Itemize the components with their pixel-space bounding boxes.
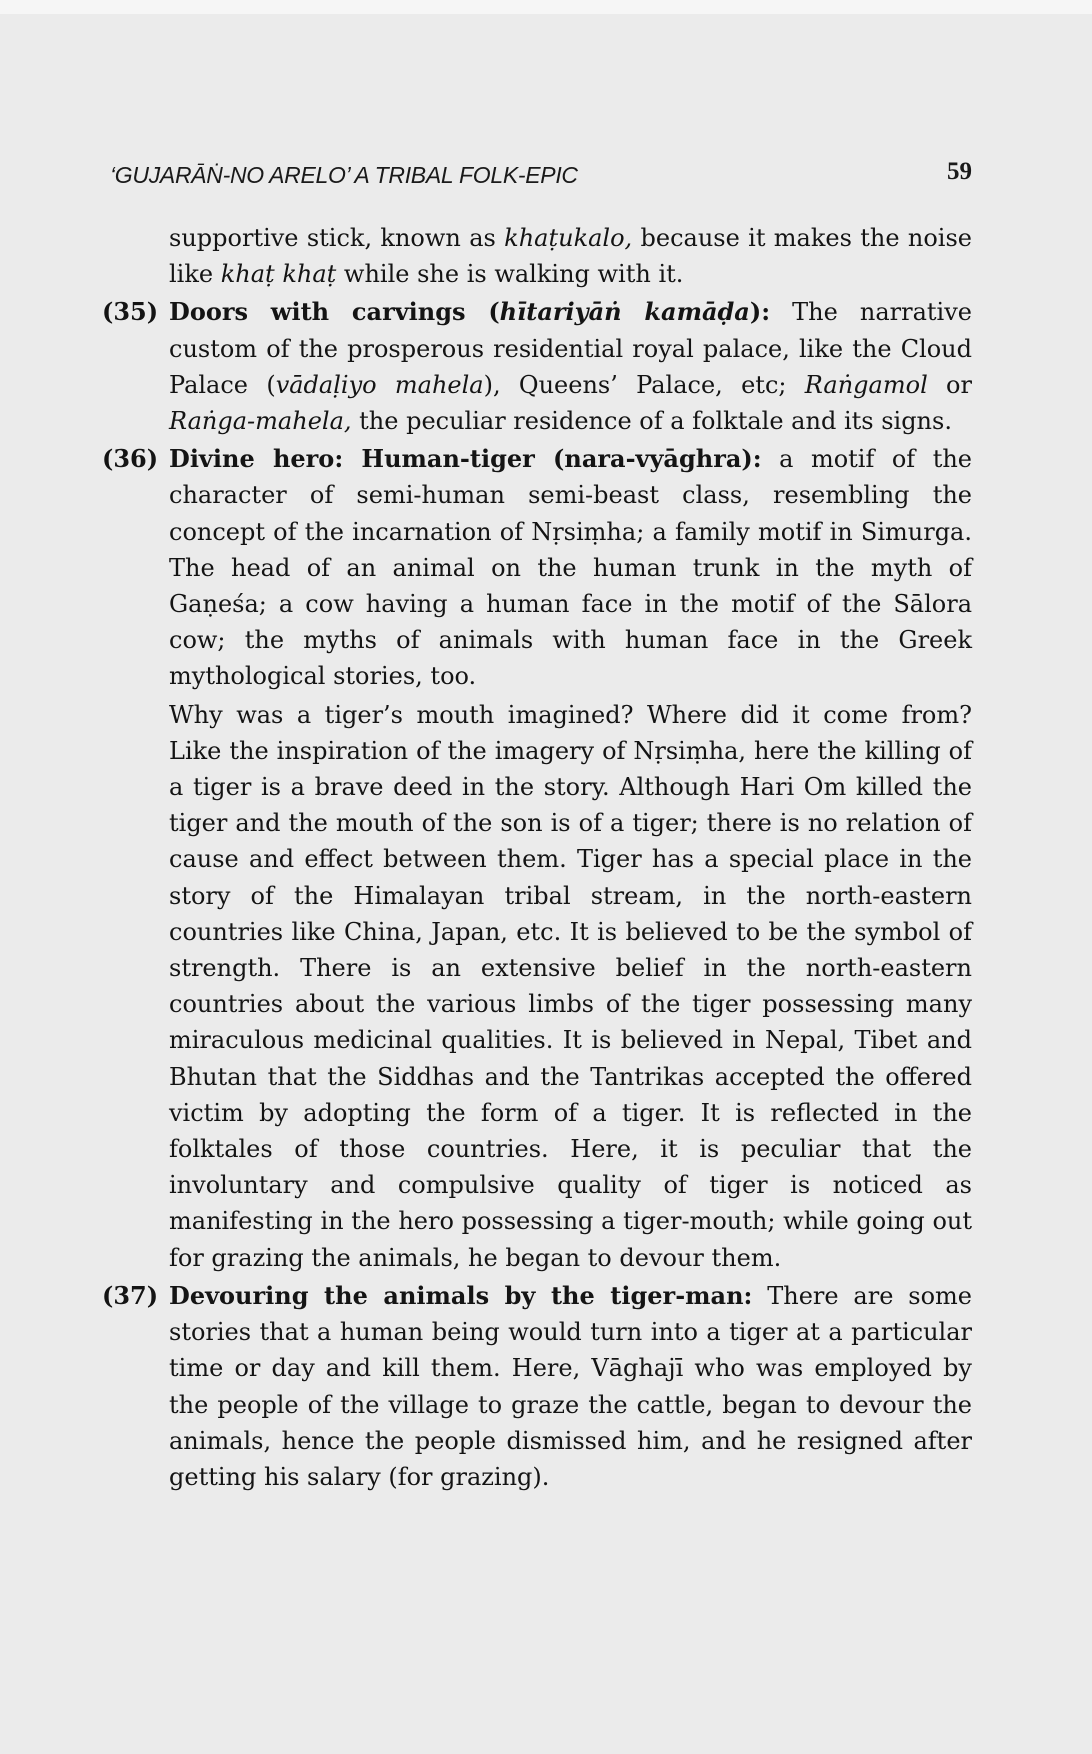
entry-term: Devouring the animals by the tiger-man:: [169, 1280, 753, 1310]
entry-number: (36): [102, 444, 159, 474]
entry-term-close: ):: [749, 297, 771, 327]
tiger-paragraph: Why was a tiger’s mouth imagined? Where did it come from? Like the inspiration of the imagery of Nṛsiṃha, here the killing of a tiger is a brave deed in the story. Although Hari Om killed the tiger and the mouth of the son is of a tiger; there is no relation of cause and effect between them. Tiger has a special place in the story of the Himalayan tribal stream, in the north-eastern countries like China, Japan, etc. It is believed to be the symbol of strength. There is an extensive belief in the north-eastern countries about the various limbs of the tiger possessing many miraculous medicinal qualities. It is believed in Nepal, Tibet and Bhutan that the Siddhas and the Tantrikas accepted the offered victim by adopting the form of a tiger. It is reflected in the folktales of those countries. Here, it is peculiar that the involuntary and compulsive quality of tiger is noticed as manifesting in the hero possessing a tiger-mouth; while going out for grazing the animals, he began to devour them.: [169, 700, 972, 1272]
entry-term: Divine hero: Human-tiger (nara-vyāghra):: [169, 444, 762, 474]
italic-term: Raṅga-mahela,: [169, 407, 352, 436]
text-run: because it makes the noise like: [169, 224, 973, 289]
entry-36: [102, 441, 972, 694]
page-header: [110, 158, 972, 194]
entry-text: There are some stories that a human being would turn into a tiger at a particular time or day and kill them. Here, Vāghajī who was employed by the people of the village to graze the cattle, began to devour the animals, hence the people dismissed him, and he resigned after getting his salary (for grazing).: [169, 1281, 972, 1491]
entry-term: Doors with carvings (: [169, 297, 500, 327]
text-run: the peculiar residence of a folktale and its signs.: [351, 407, 952, 436]
entry-35: [102, 294, 972, 439]
entry-number: (37): [102, 1280, 159, 1310]
italic-term: khaṭ khaṭ: [220, 260, 337, 289]
entry-term-italic: hītariyāṅ kamāḍa: [499, 297, 750, 327]
running-head: ‘GUJARĀṄ-NO ARELO’ A TRIBAL FOLK-EPIC: [110, 162, 578, 188]
text-run: supportive stick, known as: [169, 224, 505, 252]
italic-term: khaṭukalo,: [504, 224, 633, 252]
continued-paragraph: [102, 220, 972, 292]
italic-term: Raṅgamol: [804, 370, 928, 399]
entry-text: a motif of the character of semi-human semi-beast class, resembling the concept of the incarnation of Nṛsiṃha; a family motif in Simurga. The head of an animal on the human trunk in the myth of Gaṇeśa; a cow having a human face in the motif of the Sālora cow; the myths of animals with human face in the Greek mythological stories, too.: [169, 445, 973, 691]
text-run: while she is walking with it.: [336, 260, 684, 289]
entry-number: (35): [102, 297, 159, 327]
page-body: [102, 220, 972, 1497]
page-top-edge: [0, 0, 1092, 14]
italic-term: vādaḷiyo mahela: [275, 370, 484, 399]
page-number: 59: [947, 158, 972, 185]
entry-37: [102, 1278, 972, 1495]
text-run: ), Queens’ Palace, etc;: [483, 370, 805, 399]
text-run: or: [927, 370, 972, 399]
text-run: The narrative custom of the prosperous residential royal palace, like the Cloud Palace (: [169, 298, 972, 399]
